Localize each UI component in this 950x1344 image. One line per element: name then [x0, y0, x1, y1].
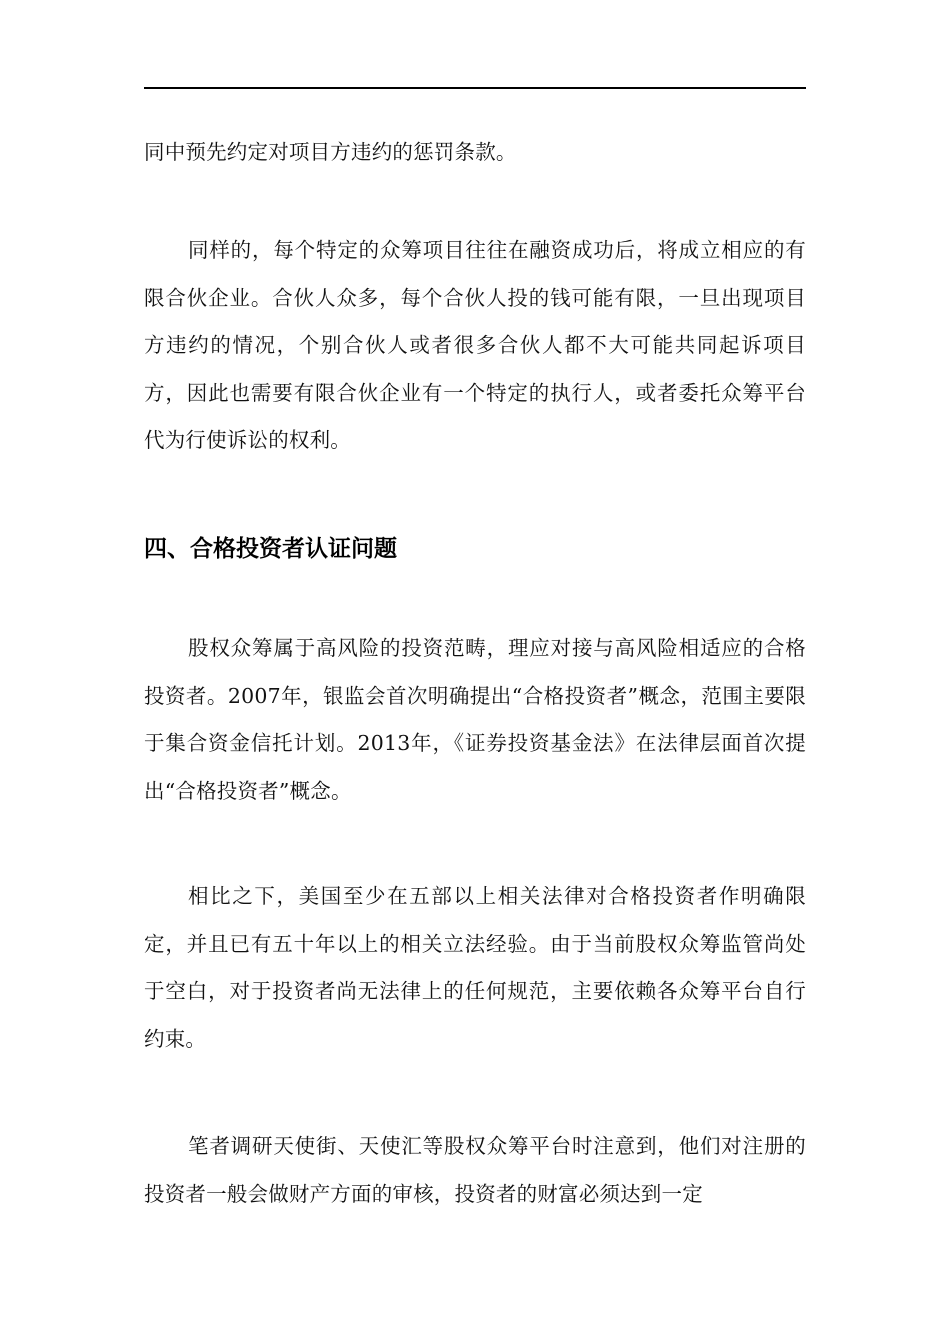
- paragraph-continuation: 同中预先约定对项目方违约的惩罚条款。: [144, 140, 517, 164]
- paragraph-partnership: 同样的，每个特定的众筹项目往往在融资成功后，将成立相应的有限合伙企业。合伙人众多，每个合伙人投的钱可能有限，一旦出现项目方违约的情况，个别合伙人或者很多合伙人都不大可能共同起诉项目方，因此也需要有限合伙企业有一个特定的执行人，或者委托众筹平台代为行使诉讼的权利。: [144, 238, 806, 453]
- paragraph-platform-survey: 笔者调研天使街、天使汇等股权众筹平台时注意到，他们对注册的投资者一般会做财产方面的审核，投资者的财富必须达到一定: [144, 1134, 806, 1206]
- paragraph-qualified-investors: 股权众筹属于高风险的投资范畴，理应对接与高风险相适应的合格投资者。2007年，银监会首次明确提出“合格投资者”概念，范围主要限于集合资金信托计划。2013年，《证券投资基金法》在法律层面首次提出“合格投资者”概念。: [144, 636, 806, 803]
- paragraph-us-comparison: 相比之下，美国至少在五部以上相关法律对合格投资者作明确限定，并且已有五十年以上的相关立法经验。由于当前股权众筹监管尚处于空白，对于投资者尚无法律上的任何规范，主要依赖各众筹平台自行约束。: [144, 884, 806, 1051]
- header-rule: [144, 87, 806, 89]
- section-heading: 四、合格投资者认证问题: [144, 536, 397, 562]
